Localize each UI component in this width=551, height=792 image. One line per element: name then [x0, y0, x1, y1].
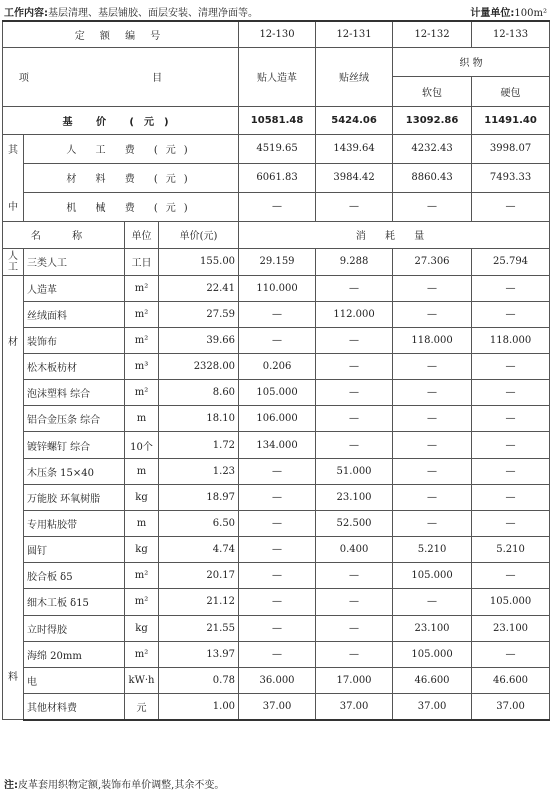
material-unit: m²	[125, 301, 159, 327]
material-value: —	[472, 458, 550, 484]
material-row	[3, 327, 550, 353]
material-price: 20.17	[159, 563, 239, 589]
material-value: —	[393, 432, 472, 458]
material-price: 8.60	[159, 380, 239, 406]
material-unit: m²	[125, 327, 159, 353]
cost-row	[3, 192, 550, 221]
material-row	[3, 667, 550, 693]
base-price-cell: 10581.48	[239, 106, 316, 134]
material-name: 胶合板 δ5	[24, 563, 125, 589]
material-row	[3, 458, 550, 484]
material-price: 6.50	[159, 510, 239, 536]
material-value: —	[472, 510, 550, 536]
cost-label: 人 工 费 (元)	[24, 134, 239, 163]
material-value: —	[316, 406, 393, 432]
material-value: —	[393, 406, 472, 432]
material-value: —	[393, 380, 472, 406]
material-value: —	[393, 275, 472, 301]
material-price: 21.55	[159, 615, 239, 641]
material-value: —	[472, 301, 550, 327]
material-value: 46.600	[472, 667, 550, 693]
material-row	[3, 380, 550, 406]
material-unit: m	[125, 510, 159, 536]
price-header: 单价(元)	[159, 221, 239, 248]
material-value: 23.100	[393, 615, 472, 641]
cost-value: —	[472, 192, 550, 221]
material-value: —	[472, 484, 550, 510]
material-value: —	[239, 615, 316, 641]
item-row-top	[3, 47, 550, 76]
material-unit: m²	[125, 589, 159, 615]
material-value: —	[239, 484, 316, 510]
code-cell: 12-130	[239, 21, 316, 47]
name-header: 名 称	[3, 221, 125, 248]
material-value: 134.000	[239, 432, 316, 458]
material-row	[3, 275, 550, 301]
material-unit: m²	[125, 380, 159, 406]
material-value: —	[316, 380, 393, 406]
material-price: 1.00	[159, 694, 239, 720]
cost-value: —	[393, 192, 472, 221]
material-value: 0.400	[316, 537, 393, 563]
cost-row	[3, 134, 550, 163]
material-value: 105.000	[393, 641, 472, 667]
material-cat-char: 料	[8, 671, 18, 683]
material-value: —	[393, 510, 472, 536]
material-value: 46.600	[393, 667, 472, 693]
material-unit: m	[125, 458, 159, 484]
base-price-cell: 11491.40	[472, 106, 550, 134]
material-cat-char: 材	[8, 336, 18, 348]
material-value: 105.000	[239, 380, 316, 406]
material-name: 镀锌螺钉 综合	[24, 432, 125, 458]
material-price: 0.78	[159, 667, 239, 693]
material-value: —	[393, 301, 472, 327]
material-row	[3, 484, 550, 510]
page-header	[4, 4, 547, 20]
item-label: 项 目	[3, 47, 239, 106]
material-value: 23.100	[316, 484, 393, 510]
material-name: 松木板枋材	[24, 353, 125, 379]
material-value: —	[316, 353, 393, 379]
material-unit: 10个	[125, 432, 159, 458]
among-top-char: 其	[8, 144, 18, 156]
code-cell: 12-131	[316, 21, 393, 47]
material-value: 5.210	[472, 537, 550, 563]
item-cell: 贴人造革	[239, 47, 316, 106]
material-value: —	[472, 406, 550, 432]
material-value: 37.00	[316, 694, 393, 720]
material-row	[3, 537, 550, 563]
material-value: —	[472, 380, 550, 406]
labor-unit: 工日	[125, 248, 159, 275]
material-unit: kW·h	[125, 667, 159, 693]
cost-value: —	[316, 192, 393, 221]
material-price: 39.66	[159, 327, 239, 353]
material-value: —	[239, 510, 316, 536]
material-value: 106.000	[239, 406, 316, 432]
material-price: 18.97	[159, 484, 239, 510]
material-unit: kg	[125, 615, 159, 641]
material-value: 105.000	[393, 563, 472, 589]
material-value: —	[316, 275, 393, 301]
cost-value: 6061.83	[239, 163, 316, 192]
material-value: —	[472, 563, 550, 589]
material-name: 万能胶 环氧树脂	[24, 484, 125, 510]
material-value: 37.00	[393, 694, 472, 720]
unit-label: 计量单位:	[470, 8, 515, 19]
material-name: 细木工板 δ15	[24, 589, 125, 615]
material-value: 36.000	[239, 667, 316, 693]
note-text: 皮革套用织物定额,装饰布单价调整,其余不变。	[18, 780, 225, 791]
material-value: 52.500	[316, 510, 393, 536]
material-unit: kg	[125, 484, 159, 510]
cost-value: 4519.65	[239, 134, 316, 163]
material-name: 其他材料费	[24, 694, 125, 720]
cost-value: 3984.42	[316, 163, 393, 192]
material-unit: m²	[125, 563, 159, 589]
material-value: —	[239, 641, 316, 667]
material-row	[3, 406, 550, 432]
base-price-label: 基 价 (元)	[3, 106, 239, 134]
among-label-cell	[3, 134, 24, 221]
material-row	[3, 615, 550, 641]
cost-value: 8860.43	[393, 163, 472, 192]
code-row	[3, 21, 550, 47]
material-value: —	[393, 353, 472, 379]
cost-value: 1439.64	[316, 134, 393, 163]
material-value: 118.000	[393, 327, 472, 353]
labor-category	[3, 248, 24, 275]
material-value: 0.206	[239, 353, 316, 379]
material-price: 27.59	[159, 301, 239, 327]
material-price: 1.72	[159, 432, 239, 458]
material-unit: 元	[125, 694, 159, 720]
material-row	[3, 432, 550, 458]
material-unit: m²	[125, 275, 159, 301]
base-price-cell: 13092.86	[393, 106, 472, 134]
base-price-cell: 5424.06	[316, 106, 393, 134]
material-unit: m²	[125, 641, 159, 667]
material-value: —	[316, 563, 393, 589]
material-name: 丝绒面料	[24, 301, 125, 327]
material-row	[3, 563, 550, 589]
item-cell: 硬包	[472, 76, 550, 106]
material-value: —	[316, 641, 393, 667]
labor-value: 9.288	[316, 248, 393, 275]
cost-value: 4232.43	[393, 134, 472, 163]
material-value: 23.100	[472, 615, 550, 641]
quota-table	[2, 20, 550, 721]
material-value: 51.000	[316, 458, 393, 484]
note-label: 注:	[4, 780, 18, 791]
cost-row	[3, 163, 550, 192]
code-cell: 12-133	[472, 21, 550, 47]
labor-value: 29.159	[239, 248, 316, 275]
work-content-text: 基层清理、基层铺胶、面层安装、清理净面等。	[48, 8, 258, 19]
cost-value: —	[239, 192, 316, 221]
material-value: —	[239, 458, 316, 484]
item-cell: 软包	[393, 76, 472, 106]
material-name: 立时得胶	[24, 615, 125, 641]
unit-value: 100m²	[514, 8, 547, 19]
unit-info	[470, 4, 547, 19]
material-value: —	[472, 275, 550, 301]
cost-label: 机 械 费 (元)	[24, 192, 239, 221]
cost-label: 材 料 费 (元)	[24, 163, 239, 192]
material-price: 21.12	[159, 589, 239, 615]
material-unit: m	[125, 406, 159, 432]
material-value: —	[239, 537, 316, 563]
material-row	[3, 510, 550, 536]
material-name: 泡沫塑料 综合	[24, 380, 125, 406]
material-name: 海绵 20mm	[24, 641, 125, 667]
material-row	[3, 694, 550, 720]
material-price: 13.97	[159, 641, 239, 667]
material-name: 人造革	[24, 275, 125, 301]
material-price: 2328.00	[159, 353, 239, 379]
material-price: 4.74	[159, 537, 239, 563]
material-price: 18.10	[159, 406, 239, 432]
material-value: —	[393, 484, 472, 510]
quota-table-body	[3, 21, 550, 720]
material-category	[3, 275, 24, 720]
material-value: —	[393, 458, 472, 484]
consumption-header: 消 耗 量	[239, 221, 550, 248]
labor-cat-char: 人	[8, 250, 18, 262]
work-content	[4, 4, 258, 19]
cost-value: 7493.33	[472, 163, 550, 192]
code-cell: 12-132	[393, 21, 472, 47]
material-name: 圆钉	[24, 537, 125, 563]
material-value: 5.210	[393, 537, 472, 563]
material-row	[3, 589, 550, 615]
material-value: 112.000	[316, 301, 393, 327]
labor-value: 25.794	[472, 248, 550, 275]
material-value: —	[239, 589, 316, 615]
labor-value: 27.306	[393, 248, 472, 275]
labor-name: 三类人工	[24, 248, 125, 275]
group-label: 织 物	[393, 47, 550, 76]
material-value: —	[316, 615, 393, 641]
material-value: —	[316, 589, 393, 615]
unit-header: 单位	[125, 221, 159, 248]
material-value: 17.000	[316, 667, 393, 693]
material-unit: m³	[125, 353, 159, 379]
material-name: 木压条 15×40	[24, 458, 125, 484]
material-value: 105.000	[472, 589, 550, 615]
cost-value: 3998.07	[472, 134, 550, 163]
material-price: 1.23	[159, 458, 239, 484]
material-value: —	[316, 432, 393, 458]
material-name: 装饰布	[24, 327, 125, 353]
code-label: 定 额 编 号	[3, 21, 239, 47]
footer-note	[4, 776, 224, 791]
material-name: 专用粘胶带	[24, 510, 125, 536]
labor-price: 155.00	[159, 248, 239, 275]
material-value: 37.00	[239, 694, 316, 720]
material-row	[3, 301, 550, 327]
base-price-row	[3, 106, 550, 134]
material-value: —	[472, 353, 550, 379]
material-value: —	[316, 327, 393, 353]
material-value: —	[472, 432, 550, 458]
material-value: —	[239, 301, 316, 327]
material-price: 22.41	[159, 275, 239, 301]
work-content-label: 工作内容:	[4, 8, 48, 19]
material-value: —	[393, 589, 472, 615]
material-value: 110.000	[239, 275, 316, 301]
material-row	[3, 353, 550, 379]
item-cell: 贴丝绒	[316, 47, 393, 106]
material-unit: kg	[125, 537, 159, 563]
among-bottom-char: 中	[8, 201, 18, 213]
material-value: 118.000	[472, 327, 550, 353]
material-value: —	[472, 641, 550, 667]
material-value: —	[239, 327, 316, 353]
material-value: —	[239, 563, 316, 589]
labor-cat-char: 工	[8, 261, 18, 273]
material-value: 37.00	[472, 694, 550, 720]
labor-row	[3, 248, 550, 275]
material-name: 铝合金压条 综合	[24, 406, 125, 432]
consumption-header-row	[3, 221, 550, 248]
material-row	[3, 641, 550, 667]
material-name: 电	[24, 667, 125, 693]
